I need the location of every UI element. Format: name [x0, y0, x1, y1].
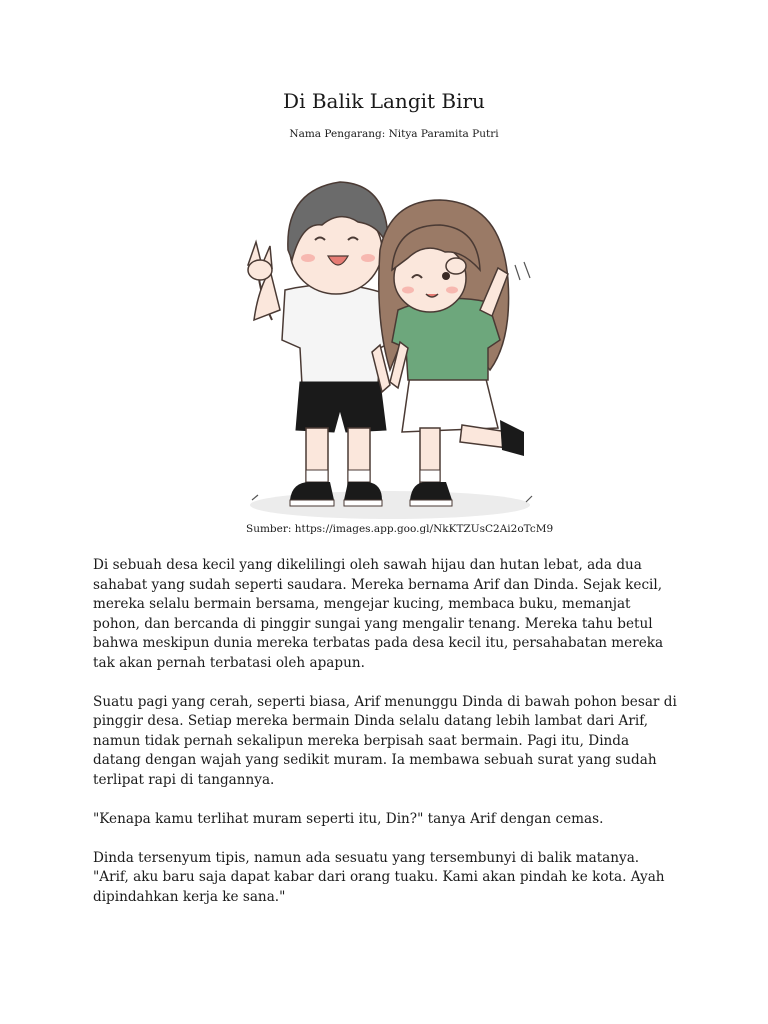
- story-body: [93, 556, 678, 927]
- paragraph: Di sebuah desa kecil yang dikelilingi oleh sawah hijau dan hutan lebat, ada dua sahabat yang sudah seperti saudara. Mereka bernama Arif dan Dinda. Sejak kecil, mereka selalu bermain bersama, mengejar kucing, membaca buku, memanjat pohon, dan bercanda di pinggir sungai yang mengalir tenang. Mereka tahu betul bahwa meskipun dunia mereka terbatas pada desa kecil itu, persahabatan mereka tak akan pernah terbatasi oleh apapun.: [93, 557, 664, 671]
- couple-illustration: [240, 170, 540, 520]
- author-line: Nama Pengarang: Nitya Paramita Putri: [289, 128, 499, 140]
- boy-figure: [248, 182, 395, 506]
- image-caption: Sumber: https://images.app.goo.gl/NkKTZUsC2Ai2oTcM9: [246, 523, 554, 535]
- paragraph: Dinda tersenyum tipis, namun ada sesuatu yang tersembunyi di balik matanya. "Arif, aku baru saja dapat kabar dari orang tuaku. Kami akan pindah ke kota. Ayah dipindahkan kerja ke sana.": [93, 849, 665, 905]
- paragraph: Suatu pagi yang cerah, seperti biasa, Arif menunggu Dinda di bawah pohon besar di pinggir desa. Setiap mereka bermain Dinda selalu datang lebih lambat dari Arif, namun tidak pernah sekalipun mereka berpisah saat bermain. Pagi itu, Dinda datang dengan wajah yang sedikit muram. Ia membawa sebuah surat yang sudah terlipat rapi di tangannya.: [93, 693, 677, 788]
- paragraph: "Kenapa kamu terlihat muram seperti itu, Din?" tanya Arif dengan cemas.: [93, 810, 604, 827]
- document-title: Di Balik Langit Biru: [283, 89, 485, 113]
- girl-figure: [379, 200, 524, 506]
